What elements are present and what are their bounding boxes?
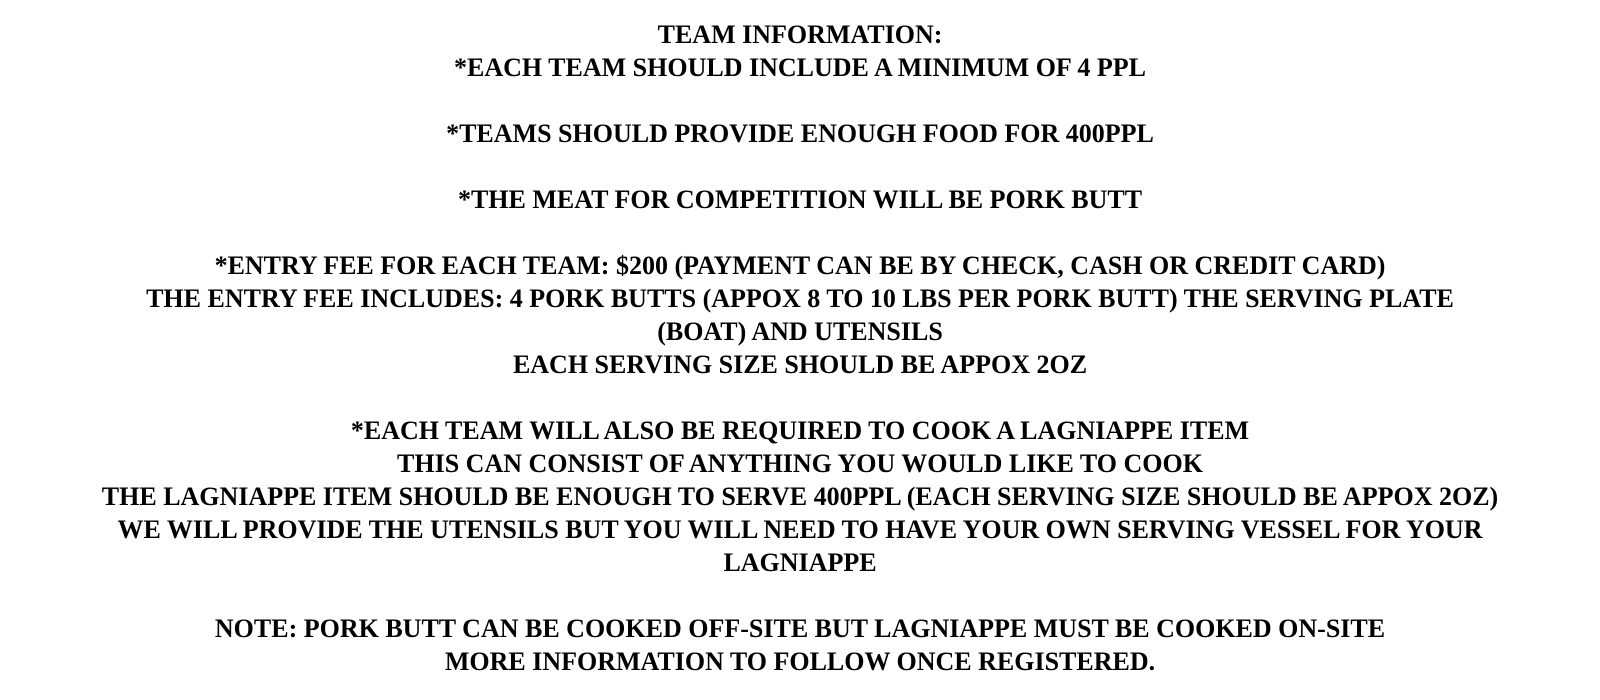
entry-fee-line: *ENTRY FEE FOR EACH TEAM: $200 (PAYMENT CAN BE BY CHECK, CASH OR CREDIT CARD) [214,251,1386,280]
utensils-line-1: WE WILL PROVIDE THE UTENSILS BUT YOU WILL NEED TO HAVE YOUR OWN SERVING VESSEL FOR YOUR [117,515,1483,544]
food-amount-line: *TEAMS SHOULD PROVIDE ENOUGH FOOD FOR 400PPL [446,119,1154,148]
utensils-line-2: LAGNIAPPE [723,548,877,577]
lagniappe-anything-line: THIS CAN CONSIST OF ANYTHING YOU WOULD LIKE TO COOK [397,449,1203,478]
fee-includes-line-2: (BOAT) AND UTENSILS [657,317,943,346]
meat-line: *THE MEAT FOR COMPETITION WILL BE PORK BUTT [457,185,1143,214]
spacer [0,579,1600,612]
spacer [0,216,1600,249]
serving-size-line: EACH SERVING SIZE SHOULD BE APPOX 2OZ [512,350,1088,379]
document-title: TEAM INFORMATION: [657,20,943,49]
lagniappe-amount-line: THE LAGNIAPPE ITEM SHOULD BE ENOUGH TO SERVE 400PPL (EACH SERVING SIZE SHOULD BE APPOX 2OZ) [101,482,1499,511]
more-info-line: MORE INFORMATION TO FOLLOW ONCE REGISTERED. [444,647,1156,676]
spacer [0,150,1600,183]
fee-includes-line-1: THE ENTRY FEE INCLUDES: 4 PORK BUTTS (APPOX 8 TO 10 LBS PER PORK BUTT) THE SERVING PLATE [146,284,1454,313]
min-team-line: *EACH TEAM SHOULD INCLUDE A MINIMUM OF 4 PPL [454,53,1146,82]
lagniappe-required-line: *EACH TEAM WILL ALSO BE REQUIRED TO COOK A LAGNIAPPE ITEM [350,416,1250,445]
spacer [0,381,1600,414]
note-line: NOTE: PORK BUTT CAN BE COOKED OFF-SITE BUT LAGNIAPPE MUST BE COOKED ON-SITE [214,614,1386,643]
spacer [0,84,1600,117]
